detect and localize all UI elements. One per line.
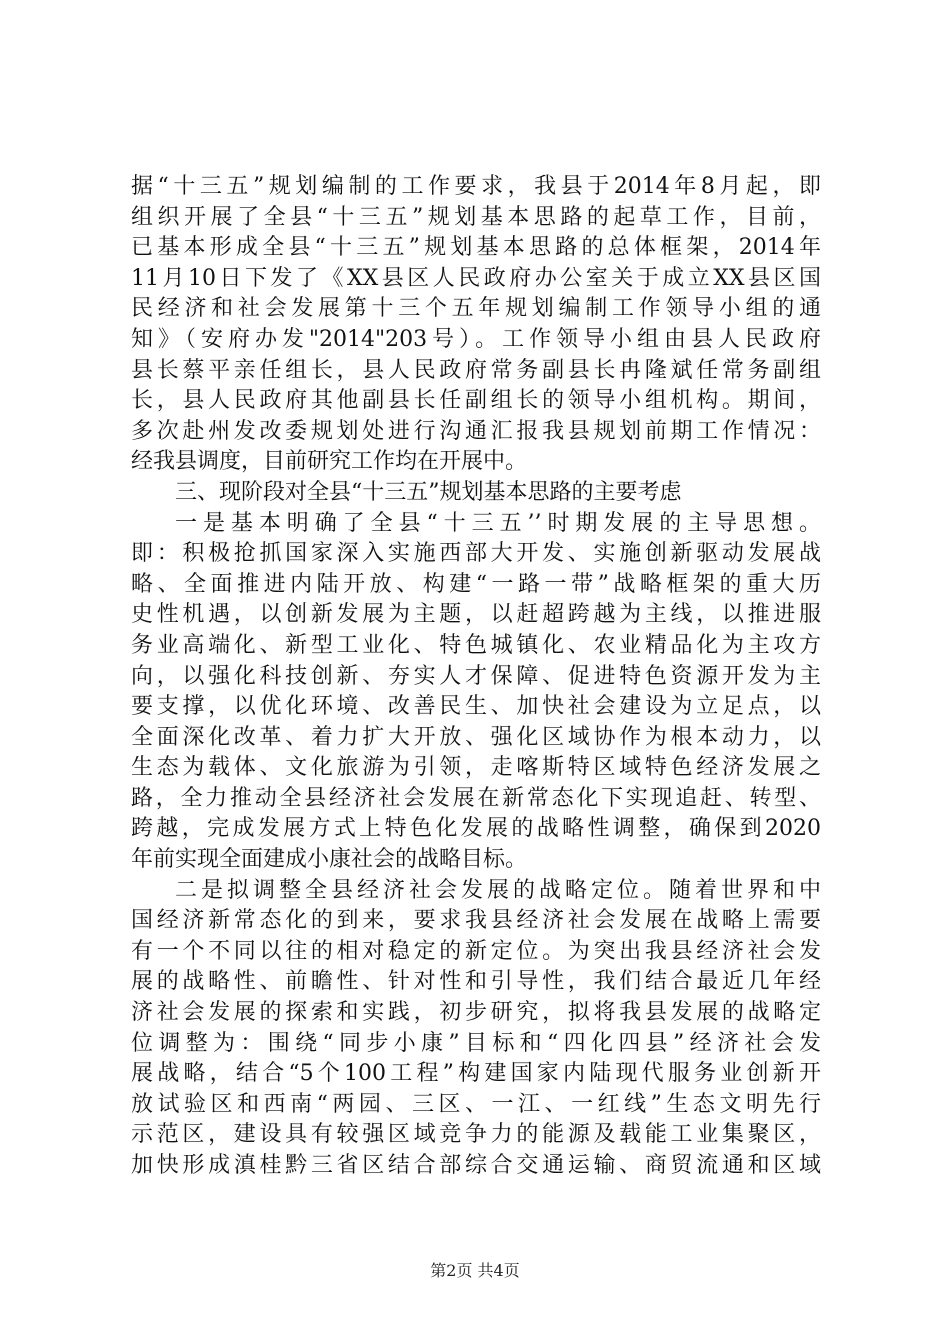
text-line: 放试验区和西南“两园、三区、一江、一红线”生态文明先行: [131, 1091, 821, 1117]
paragraph-start: 一是基本明确了全县“十三五’’时期发展的主导思想。: [175, 510, 821, 536]
text-line: 即：积极抢抓国家深入实施西部大开发、实施创新驱动发展战: [131, 541, 821, 567]
text-line: 民经济和社会发展第十三个五年规划编制工作领导小组的通: [131, 296, 821, 322]
text-line: 跨越，完成发展方式上特色化发展的战略性调整，确保到2020: [131, 816, 821, 842]
text-line: 生态为载体、文化旅游为引领，走喀斯特区域特色经济发展之: [131, 755, 821, 781]
text-line: 位调整为：围绕“同步小康”目标和“四化四县”经济社会发: [131, 1030, 821, 1056]
text-line: 路，全力推动全县经济社会发展在新常态化下实现追赶、转型、: [131, 785, 821, 811]
text-line: 经我县调度，目前研究工作均在开展中。: [131, 449, 528, 475]
text-line: 展的战略性、前瞻性、针对性和引导性，我们结合最近几年经: [131, 969, 821, 995]
text-line: 据“十三五”规划编制的工作要求，我县于2014年8月起，即: [131, 174, 821, 199]
text-line: 加快形成滇桂黔三省区结合部综合交通运输、商贸流通和区域: [131, 1153, 821, 1178]
text-line: 史性机遇，以创新发展为主题，以赶超跨越为主线，以推进服: [131, 602, 821, 628]
text-line: 11月10日下发了《XX县区人民政府办公室关于成立XX县区国: [131, 265, 821, 291]
page-number-footer: 第2页 共4页: [430, 1261, 520, 1280]
body-text: [131, 172, 821, 1182]
section-heading: 三、现阶段对全县“十三五”规划基本思路的主要考虑: [175, 479, 682, 505]
text-line: 全面深化改革、着力扩大开放、强化区域协作为根本动力，以: [131, 724, 821, 750]
text-line: 向，以强化科技创新、夯实人才保障、促进特色资源开发为主: [131, 663, 821, 689]
text-line: 国经济新常态化的到来，要求我县经济社会发展在战略上需要: [131, 908, 821, 934]
text-line: 济社会发展的探索和实践，初步研究，拟将我县发展的战略定: [131, 1000, 821, 1026]
text-line: 县长蔡平亲任组长，县人民政府常务副县长冉隆斌任常务副组: [131, 357, 821, 383]
text-line: 略、全面推进内陆开放、构建“一路一带”战略框架的重大历: [131, 571, 821, 597]
text-line: 务业高端化、新型工业化、特色城镇化、农业精品化为主攻方: [131, 632, 821, 658]
text-line: 组织开展了全县“十三五”规划基本思路的起草工作，目前，: [131, 204, 821, 230]
text-line: 有一个不同以往的相对稳定的新定位。为突出我县经济社会发: [131, 938, 821, 964]
text-line: 年前实现全面建成小康社会的战略目标。: [131, 847, 528, 873]
text-line: 多次赴州发改委规划处进行沟通汇报我县规划前期工作情况：: [131, 418, 821, 444]
text-line: 示范区，建设具有较强区域竞争力的能源及载能工业集聚区，: [131, 1122, 821, 1148]
text-line: 要支撑，以优化环境、改善民生、加快社会建设为立足点，以: [131, 694, 821, 720]
text-line: 长，县人民政府其他副县长任副组长的领导小组机构。期间，: [131, 388, 821, 414]
text-line: 展战略，结合“5个100工程”构建国家内陆现代服务业创新开: [131, 1061, 821, 1087]
text-line: 已基本形成全县“十三五”规划基本思路的总体框架，2014年: [131, 235, 821, 261]
paragraph-start: 二是拟调整全县经济社会发展的战略定位。随着世界和中: [175, 877, 821, 903]
text-line: 知》（安府办发"2014"203号）。工作领导小组由县人民政府: [131, 326, 821, 352]
